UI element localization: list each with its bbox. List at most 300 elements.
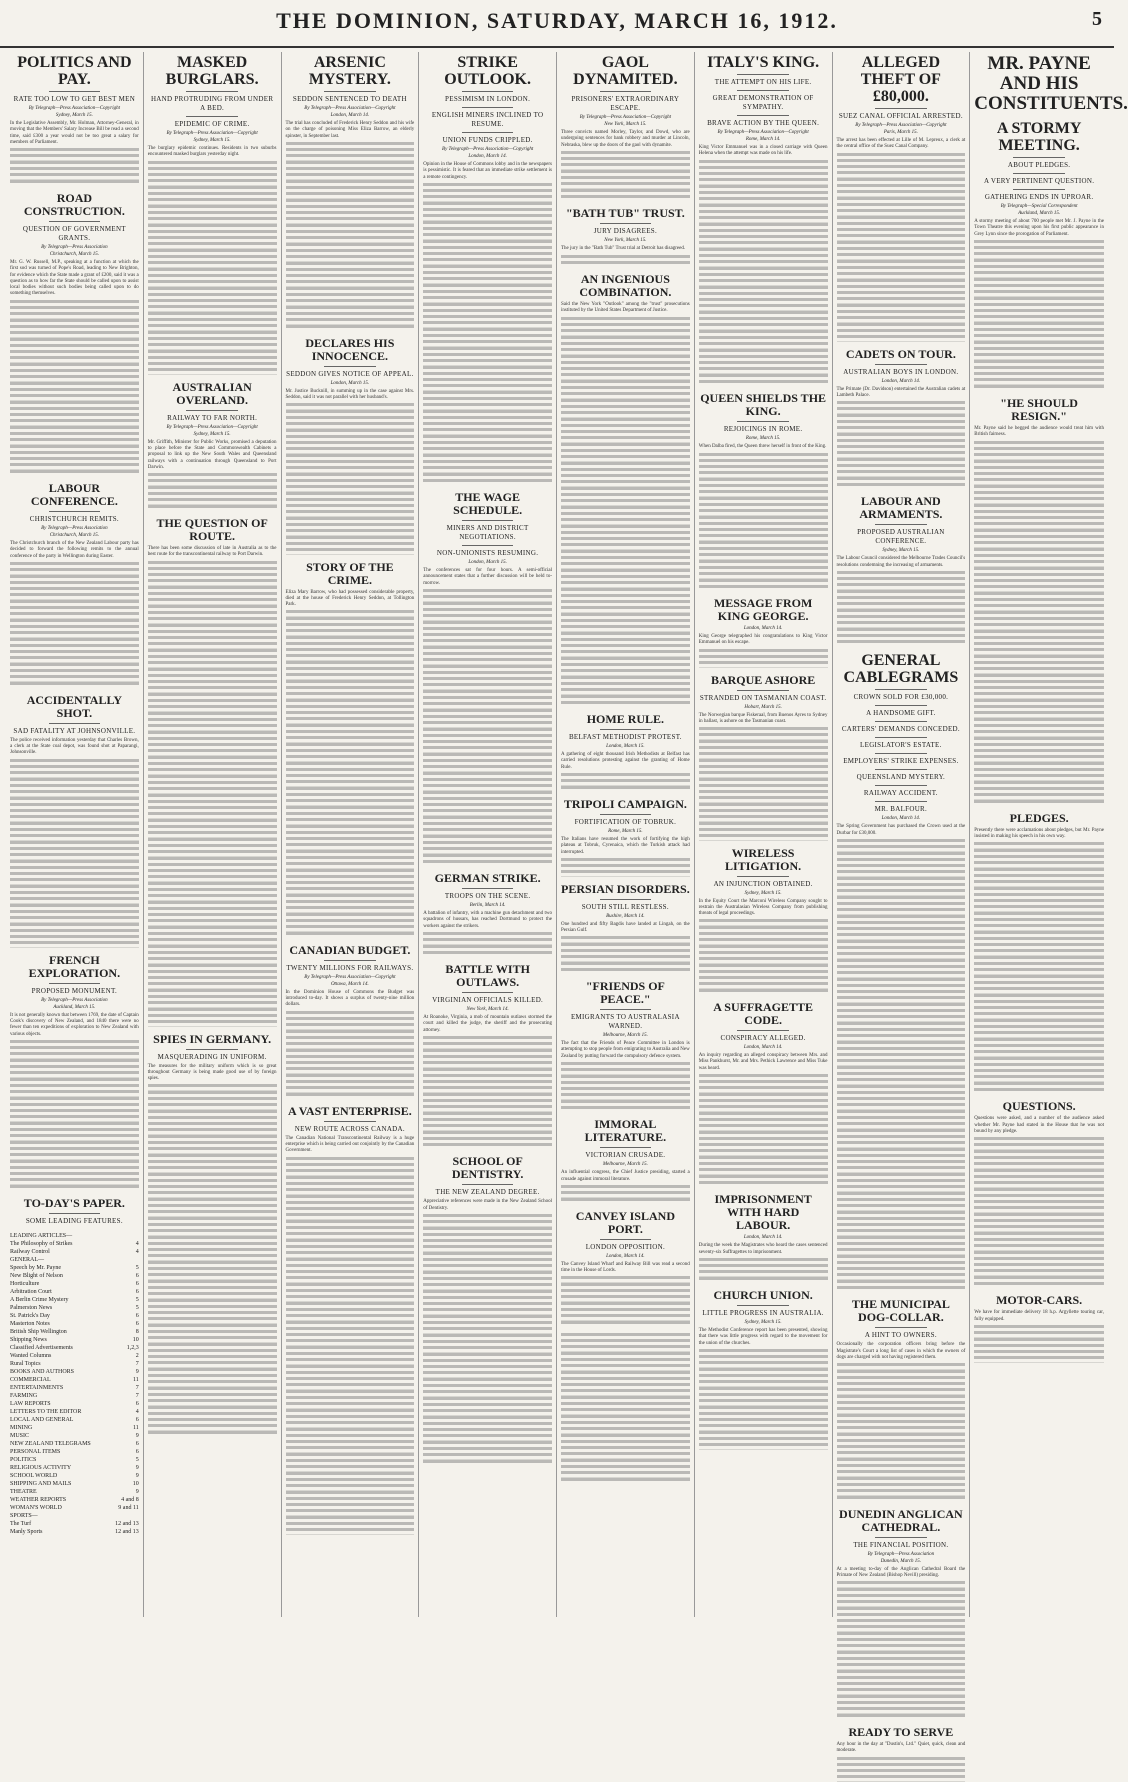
index-row (10, 1320, 139, 1328)
index-row (10, 1464, 139, 1472)
index-page: 6 (135, 1449, 139, 1455)
divider (49, 511, 101, 512)
divider (462, 545, 514, 546)
body-text-line (561, 701, 690, 707)
article-text: Mr. Justice Bucknill, in summing up in the case against Mrs. Seddon, said it was not parallel with her husband's. (285, 388, 415, 401)
dateline: London, March 14. (606, 1253, 645, 1259)
index-row (10, 1312, 139, 1320)
dateline: Paris, March 15. (883, 130, 918, 135)
divider (324, 1121, 376, 1122)
index-row (10, 1432, 139, 1440)
divider (1013, 157, 1065, 158)
byline: By Telegraph—Special Correspondent (1000, 204, 1078, 209)
article (561, 798, 690, 877)
index-page: 4 (135, 1241, 139, 1247)
article (837, 54, 966, 342)
article-subheading: PROPOSED AUSTRALIAN CONFERENCE. (857, 528, 945, 546)
body-text-line (837, 483, 966, 489)
body-text-line (286, 1528, 415, 1534)
article (974, 1100, 1104, 1288)
article-subheading: MASQUERADING IN UNIFORM. (157, 1052, 267, 1061)
article-subheading: THE FINANCIAL POSITION. (853, 1540, 949, 1549)
dateline: Sydney, March 15. (744, 1320, 782, 1325)
article-headline: STORY OF THE CRIME. (306, 559, 394, 587)
index-item: Speech by Mr. Payne (10, 1265, 61, 1271)
body-text-line (148, 1431, 277, 1437)
article-subheading: RAILWAY TO FAR NORTH. (167, 413, 258, 422)
article (974, 1294, 1104, 1362)
dateline: Auckland, March 15. (1018, 211, 1061, 216)
index-page: 6 (135, 1321, 139, 1327)
dateline: Christchurch, March 15. (49, 251, 100, 257)
article-headline: A VAST ENTERPRISE. (288, 1103, 412, 1118)
article-text: Said the New York "Outlook" among the "trust" prosecutions instituted by the United States Department of Justice. (561, 302, 690, 314)
divider (875, 705, 927, 706)
index-item: Arbitration Court (10, 1289, 52, 1295)
article-headline: ITALY'S KING. (707, 54, 820, 71)
index-item: Classified Advertisements (10, 1345, 73, 1351)
article-headline: TRIPOLI CAMPAIGN. (563, 796, 687, 811)
body-text-line (561, 1321, 690, 1327)
article-subheading: THE NEW ZEALAND DEGREE. (435, 1188, 540, 1197)
index-item: GENERAL— (10, 1257, 44, 1263)
index-row (10, 1456, 139, 1464)
body-text-line (10, 470, 139, 476)
article-headline: SPIES IN GERMANY. (153, 1031, 272, 1046)
body-text-line (423, 1143, 552, 1149)
article (148, 381, 277, 511)
index-item: WEATHER REPORTS (10, 1497, 67, 1503)
divider (186, 410, 238, 411)
article-subheading: PROPOSED MONUMENT. (31, 986, 118, 995)
body-text-line (561, 261, 690, 267)
article-subheading: UNION FUNDS CRIPPLED. (442, 136, 533, 144)
index-page: 11 (132, 1377, 139, 1383)
divider (875, 108, 927, 109)
article-text: The Spring Government has purchased the Crown used at the Durbar for £30,000. (836, 824, 966, 836)
article-text: The conferences sat for four hours. A semi-official announcement states that a further discussion will be held to-morrow. (423, 568, 552, 586)
article-text: The measures for the military uniform which is so great throughout Germany is being made good use of by foreign spies. (147, 1063, 277, 1082)
index-page: 12 and 13 (115, 1521, 139, 1527)
body-text-line (837, 1775, 966, 1781)
index-row (10, 1376, 139, 1384)
index-page: 12 and 13 (115, 1529, 139, 1535)
article-subheading: THE ATTEMPT ON HIS LIFE. (714, 78, 812, 86)
article (286, 54, 415, 331)
article-text: The arrest has been effected at Lille of M. Lepreux, a clerk at the central office of the Suez Canal Company. (836, 138, 966, 150)
dateline: New York, March 15. (604, 238, 647, 244)
article-subheading: FORTIFICATION OF TOBRUK. (574, 817, 677, 826)
article (561, 273, 690, 707)
index-row (10, 1408, 139, 1416)
article-headline: ARSENIC MYSTERY. (308, 54, 391, 88)
article-subheading: TWENTY MILLIONS FOR RAILWAYS. (286, 963, 414, 972)
body-text-line (561, 786, 690, 792)
dateline: Sydney, March 15. (193, 431, 231, 437)
body-text-line (148, 505, 277, 511)
index-row (10, 1352, 139, 1360)
index-row (10, 1368, 139, 1376)
column-3 (282, 52, 420, 1617)
article-headline: FRENCH EXPLORATION. (28, 952, 121, 980)
divider (600, 1009, 652, 1010)
article (699, 674, 828, 841)
body-text-line (699, 1443, 828, 1449)
body-text-line (837, 1496, 966, 1502)
article (561, 207, 690, 267)
article (286, 561, 415, 938)
divider (737, 74, 789, 75)
article-text: The Primate (Dr. Davidson) entertained the Australian cadets at Lambeth Palace. (836, 386, 966, 398)
article (699, 1193, 828, 1283)
article-text: The Christchurch branch of the New Zealand Labour party has decided to forward the following remits to the annual conference of the party in Wellington during Easter. (10, 541, 139, 559)
divider (875, 524, 927, 525)
dateline: London, March 14. (468, 154, 507, 159)
body-text-line (974, 1356, 1104, 1362)
article (699, 1001, 828, 1187)
dateline: Hobart, March 15. (744, 704, 782, 710)
article (423, 54, 552, 485)
article-subheading: SAD FATALITY AT JOHNSONVILLE. (13, 726, 136, 735)
index-page: 5 (135, 1457, 139, 1463)
index-item: Manly Sports (10, 1529, 43, 1535)
byline: By Telegraph—Press Association—Copyright (855, 123, 947, 128)
column-6 (695, 52, 833, 1617)
article-headline: ACCIDENTALLY SHOT. (26, 692, 123, 720)
article-subheading: CROWN SOLD FOR £30,000. (853, 693, 949, 702)
index-row (10, 1344, 139, 1352)
article (10, 54, 139, 186)
divider (600, 91, 652, 92)
body-text-line (699, 661, 828, 667)
index-item: The Philosophy of Strikes (10, 1241, 73, 1247)
divider (875, 801, 927, 802)
index-page: 10 (132, 1481, 139, 1487)
article-text: The Canvey Island Wharf and Railway Bill was read a second time in the House of Lords. (561, 1261, 690, 1274)
divider (49, 723, 101, 724)
article-headline: THE WAGE SCHEDULE. (453, 490, 523, 518)
article (699, 597, 828, 667)
index-page: 5 (135, 1305, 139, 1311)
article-subheading: HAND PROTRUDING FROM UNDER A BED. (150, 95, 274, 112)
article-text: Presently there were acclamations about pledges, but Mr. Payne insisted in making his speech in his own way. (974, 827, 1104, 840)
article-subheading: EPIDEMIC OF CRIME. (174, 120, 250, 128)
byline: By Telegraph—Press Association (867, 1551, 935, 1557)
article (10, 482, 139, 688)
article-subheading: LITTLE PROGRESS IN AUSTRALIA. (702, 1309, 824, 1317)
index-row (10, 1472, 139, 1480)
article-subheading: ENGLISH MINERS INCLINED TO RESUME. (431, 111, 544, 128)
divider (875, 689, 927, 690)
article-headline: THE QUESTION OF ROUTE. (156, 515, 268, 543)
article (10, 1197, 139, 1226)
article (561, 883, 690, 974)
article-headline: GENERAL CABLEGRAMS (843, 652, 959, 687)
index-item: PERSONAL ITEMS (10, 1449, 61, 1455)
body-text-line (837, 1714, 966, 1720)
byline: By Telegraph—Press Association—Copyright (304, 974, 396, 980)
article (561, 1210, 690, 1327)
article-headline: LABOUR AND ARMAMENTS. (859, 494, 943, 522)
index-page: 8 (135, 1329, 139, 1335)
index-row (10, 1400, 139, 1408)
newspaper-columns (6, 52, 1128, 1754)
column-4 (419, 52, 557, 1617)
body-text-line (699, 380, 828, 386)
index-page: 5 (135, 1265, 139, 1271)
article-subheading: VIRGINIAN OFFICIALS KILLED. (432, 996, 544, 1005)
article-subheading: PRISONERS' EXTRAORDINARY ESCAPE. (571, 95, 680, 112)
index-item: Wanted Columns (10, 1353, 52, 1359)
article-headline: STRIKE OUTLOOK. (444, 54, 531, 88)
index-row (10, 1520, 139, 1528)
index-item: NEW ZEALAND TELEGRAMS (10, 1441, 91, 1447)
article (561, 980, 690, 1112)
article-headline: CANVEY ISLAND PORT. (575, 1208, 675, 1236)
article-subheading: PESSIMISM IN LONDON. (445, 95, 531, 103)
index-item: LETTERS TO THE EDITOR (10, 1409, 82, 1415)
article-text: In the Equity Court the Marconi Wireless Company sought to restrain the Australasian Wireless Company from publishing threats of legal proceedings. (698, 898, 828, 917)
article-text: A stormy meeting of about 700 people met Mr. J. Payne in the Town Theatre this evening upon his first public appearance in Grey Lynn since the prorogation of Parliament. (974, 219, 1104, 237)
index-item: WOMAN'S WORLD (10, 1505, 62, 1511)
body-text-line (699, 585, 828, 591)
index-item: Palmerston News (10, 1305, 53, 1311)
article-subheading: QUESTION OF GOVERNMENT GRANTS. (22, 224, 126, 242)
article-subheading: ABOUT PLEDGES. (1007, 161, 1071, 169)
article-text: Appreciative references were made in the New Zealand School of Dentistry. (423, 1199, 552, 1211)
body-text-line (423, 860, 552, 866)
byline: By Telegraph—Press Association—Copyright (166, 424, 258, 430)
index-page: 11 (132, 1425, 139, 1431)
index-page: 7 (135, 1393, 139, 1399)
article-subheading: SOME LEADING FEATURES. (25, 1217, 123, 1225)
article-subheading: GREAT DEMONSTRATION OF SYMPATHY. (712, 94, 814, 111)
divider (600, 1147, 652, 1148)
byline: By Telegraph—Press Association—Copyright (717, 130, 809, 135)
article (561, 1118, 690, 1203)
article-headline: BARQUE ASHORE (710, 672, 816, 687)
article-text: Mr. G. W. Russell, M.P., speaking at a function at which the first sod was turned of Pope's Road, leading to New Brighton, for evidence which the State made a grant of £200, said it was a question as to how far the State should be called upon to assist local bodies without such bodies being called upon to do something themselves. (10, 259, 139, 297)
byline: By Telegraph—Press Association (41, 244, 108, 250)
article-text: The Norwegian barque Fiskeraal, from Buenos Ayres to Sydney in ballast, is ashore on the Tasmanian coast. (698, 712, 828, 724)
dateline: Berlin, March 14. (469, 903, 506, 909)
index-item: New Blight of Nelson (10, 1273, 63, 1279)
index-page: 9 (135, 1369, 139, 1375)
masthead (0, 0, 1114, 48)
index-page: 7 (135, 1385, 139, 1391)
body-text-line (699, 834, 828, 840)
index-row (10, 1424, 139, 1432)
article (974, 53, 1128, 114)
dateline: London, March 15. (330, 380, 370, 386)
index-row (10, 1384, 139, 1392)
body-text-line (974, 1088, 1104, 1094)
article-headline: READY TO SERVE (848, 1724, 954, 1739)
article-headline: WIRELESS LITIGATION. (725, 845, 802, 873)
article-text: In the Dominion House of Commons the Budget was introduced to-day. It shows a surplus of twenty-nine million dollars. (285, 989, 415, 1008)
article-subheading: RAILWAY ACCIDENT. (863, 789, 938, 798)
article (974, 397, 1104, 806)
index-page: 6 (135, 1417, 139, 1423)
article-headline: MESSAGE FROM KING GEORGE. (713, 596, 813, 624)
divider (875, 364, 927, 365)
index-page: 6 (135, 1281, 139, 1287)
dateline: Sydney, March 15. (744, 890, 782, 896)
page-number: 5 (1092, 8, 1102, 30)
article-headline: PLEDGES. (1009, 810, 1069, 825)
article-headline: THE MUNICIPAL DOG-COLLAR. (851, 1297, 950, 1325)
dateline: Christchurch, March 15. (49, 533, 100, 539)
article (423, 872, 552, 957)
article (286, 944, 415, 1099)
article-subheading: AN INJUNCTION OBTAINED. (713, 879, 813, 888)
index-page: 4 and 8 (121, 1497, 139, 1503)
article (10, 954, 139, 1191)
body-text-line (148, 1020, 277, 1026)
body-text-line (974, 800, 1104, 806)
body-text-line (561, 1198, 690, 1204)
divider (875, 721, 927, 722)
index-item: SPORTS— (10, 1513, 38, 1519)
body-text-line (561, 968, 690, 974)
index-row (10, 1288, 139, 1296)
index-item: COMMERCIAL (10, 1377, 51, 1383)
index-page: 6 (135, 1441, 139, 1447)
divider (49, 983, 101, 984)
body-text-line (10, 180, 139, 186)
article-subheading: NEW ROUTE ACROSS CANADA. (294, 1124, 405, 1133)
body-text-line (561, 195, 690, 201)
column-1 (6, 52, 144, 1617)
article-subheading: A HINT TO OWNERS. (864, 1331, 937, 1340)
divider (875, 1537, 927, 1538)
article-headline: GAOL DYNAMITED. (573, 54, 678, 88)
article-headline: POLITICS AND PAY. (17, 54, 132, 88)
article (561, 713, 690, 792)
index-row (10, 1304, 139, 1312)
article-headline: ALLEGED THEFT OF £80,000. (860, 54, 941, 105)
body-text-line (10, 682, 139, 688)
article-headline: ROAD CONSTRUCTION. (23, 190, 125, 218)
article-subheading: QUEENSLAND MYSTERY. (856, 773, 946, 782)
index-page: 4 (135, 1409, 139, 1415)
article-headline: GERMAN STRIKE. (434, 871, 541, 886)
article-text: Opinion in the House of Commons lobby and in the newspapers is pessimistic. It is feared that an immediate strike settlement is a remote contingency. (423, 162, 552, 180)
dateline: Bushire, March 14. (606, 913, 645, 919)
index-item: MINING (10, 1425, 33, 1431)
column-5 (557, 52, 695, 1617)
article-subheading: STRANDED ON TASMANIAN COAST. (699, 693, 827, 702)
dateline: Sydney, March 15. (193, 138, 231, 143)
byline: By Telegraph—Press Association—Copyright (304, 106, 396, 111)
index-item: BOOKS AND AUTHORS (10, 1369, 75, 1375)
index-item: ENTERTAINMENTS (10, 1385, 64, 1391)
article-subheading: SOUTH STILL RESTLESS. (581, 902, 669, 911)
article-text: Eliza Mary Barrow, who had possessed considerable property, died at the house of Frederick Henry Seddon, at Tollington Park. (285, 589, 415, 608)
article-subheading: CHRISTCHURCH REMITS. (29, 515, 119, 524)
article-headline: SCHOOL OF DENTISTRY. (451, 1154, 524, 1182)
divider (600, 899, 652, 900)
article-text: Any hour in the day at "Dustin's, Ltd." Quiet, quick, clean and moderate. (836, 1741, 966, 1754)
article-headline: PERSIAN DISORDERS. (561, 881, 690, 896)
dateline: Sydney, March 15. (55, 113, 93, 118)
divider (462, 107, 514, 108)
article (423, 491, 552, 866)
article-headline: "BATH TUB" TRUST. (565, 206, 685, 221)
divider (875, 737, 927, 738)
article-headline: DECLARES HIS INNOCENCE. (305, 335, 395, 363)
article-subheading: A HANDSOME GIFT. (866, 709, 936, 718)
article-text: At Roanoke, Virginia, a mob of mountain outlaws stormed the court and killed the judge, the sheriff and the prosecuting attorney. (423, 1015, 552, 1033)
dateline: New York, March 14. (466, 1007, 509, 1013)
article-headline: AUSTRALIAN OVERLAND. (172, 379, 252, 407)
body-text-line (423, 479, 552, 485)
index-item: SCHOOL WORLD (10, 1473, 58, 1479)
divider (875, 1327, 927, 1328)
newspaper-title: THE DOMINION, SATURDAY, MARCH 16, 1912. (276, 8, 838, 33)
dateline: London, March 15. (606, 744, 645, 750)
index-page: 9 (135, 1473, 139, 1479)
divider (186, 91, 238, 92)
article-text: We have for immediate delivery 18 h.p. Argyllette touring car, fully equipped. (974, 1310, 1104, 1322)
dateline: Ottawa, March 14. (330, 981, 369, 987)
article-text: The trial has concluded of Frederick Henry Seddon and his wife on the charge of poisoning Miss Eliza Barrow, an elderly spinster, in September last. (285, 121, 415, 139)
index-row (10, 1448, 139, 1456)
divider (600, 1239, 652, 1240)
article-subheading: GATHERING ENDS IN UPROAR. (984, 193, 1094, 201)
article-text: Three convicts named Morley, Taylor, and Dowd, who are undergoing sentences for bank robbery and murder at Lincoln, Nebraska, blew up the doors of the gaol with dynamite. (561, 130, 690, 148)
dateline: London, March 15. (468, 560, 507, 566)
article-subheading: CONSPIRACY ALLEGED. (720, 1033, 806, 1042)
article-headline: LABOUR CONFERENCE. (30, 481, 118, 509)
article-text: The Methodist Conference report has been presented, showing that there was little progress with regard to the movement for the union of the churches. (698, 1328, 828, 1346)
article-headline: A SUFFRAGETTE CODE. (713, 999, 813, 1027)
index-item: FARMING (10, 1393, 38, 1399)
body-text-line (286, 932, 415, 938)
index-page: 2 (135, 1353, 139, 1359)
dateline: London, March 14. (743, 626, 783, 632)
divider (49, 221, 101, 222)
dateline: London, March 14. (743, 1044, 783, 1050)
article-subheading: EMIGRANTS TO AUSTRALASIA WARNED. (570, 1013, 680, 1031)
column-2 (144, 52, 282, 1617)
divider (186, 116, 238, 117)
dateline: London, March 14. (881, 378, 921, 384)
article (699, 54, 828, 386)
index-item: British Ship Wellington (10, 1329, 67, 1335)
article (837, 348, 966, 490)
divider (737, 1305, 789, 1306)
divider (600, 814, 652, 815)
article-headline: CADETS ON TOUR. (845, 346, 956, 361)
body-text-line (837, 1286, 966, 1292)
byline: By Telegraph—Press Association—Copyright (28, 106, 120, 111)
index-item: LEADING ARTICLES— (10, 1233, 73, 1239)
article-text: King Victor Emmanuel was in a closed carriage with Queen Helena when the attempt was made on his life. (698, 145, 828, 157)
article (837, 1726, 966, 1782)
article-headline: DUNEDIN ANGLICAN CATHEDRAL. (839, 1506, 963, 1534)
body-text-line (974, 385, 1104, 391)
article-text: A gathering of eight thousand Irish Methodists at Belfast has carried resolutions protesting against the granting of Home Rule. (561, 752, 690, 770)
index-row (10, 1440, 139, 1448)
body-text-line (699, 989, 828, 995)
article-headline: "FRIENDS OF PEACE." (585, 979, 665, 1007)
index-row (10, 1328, 139, 1336)
index-item: Rural Topics (10, 1361, 41, 1367)
divider (737, 421, 789, 422)
body-text-line (699, 1181, 828, 1187)
index-item: Railway Control (10, 1249, 50, 1255)
